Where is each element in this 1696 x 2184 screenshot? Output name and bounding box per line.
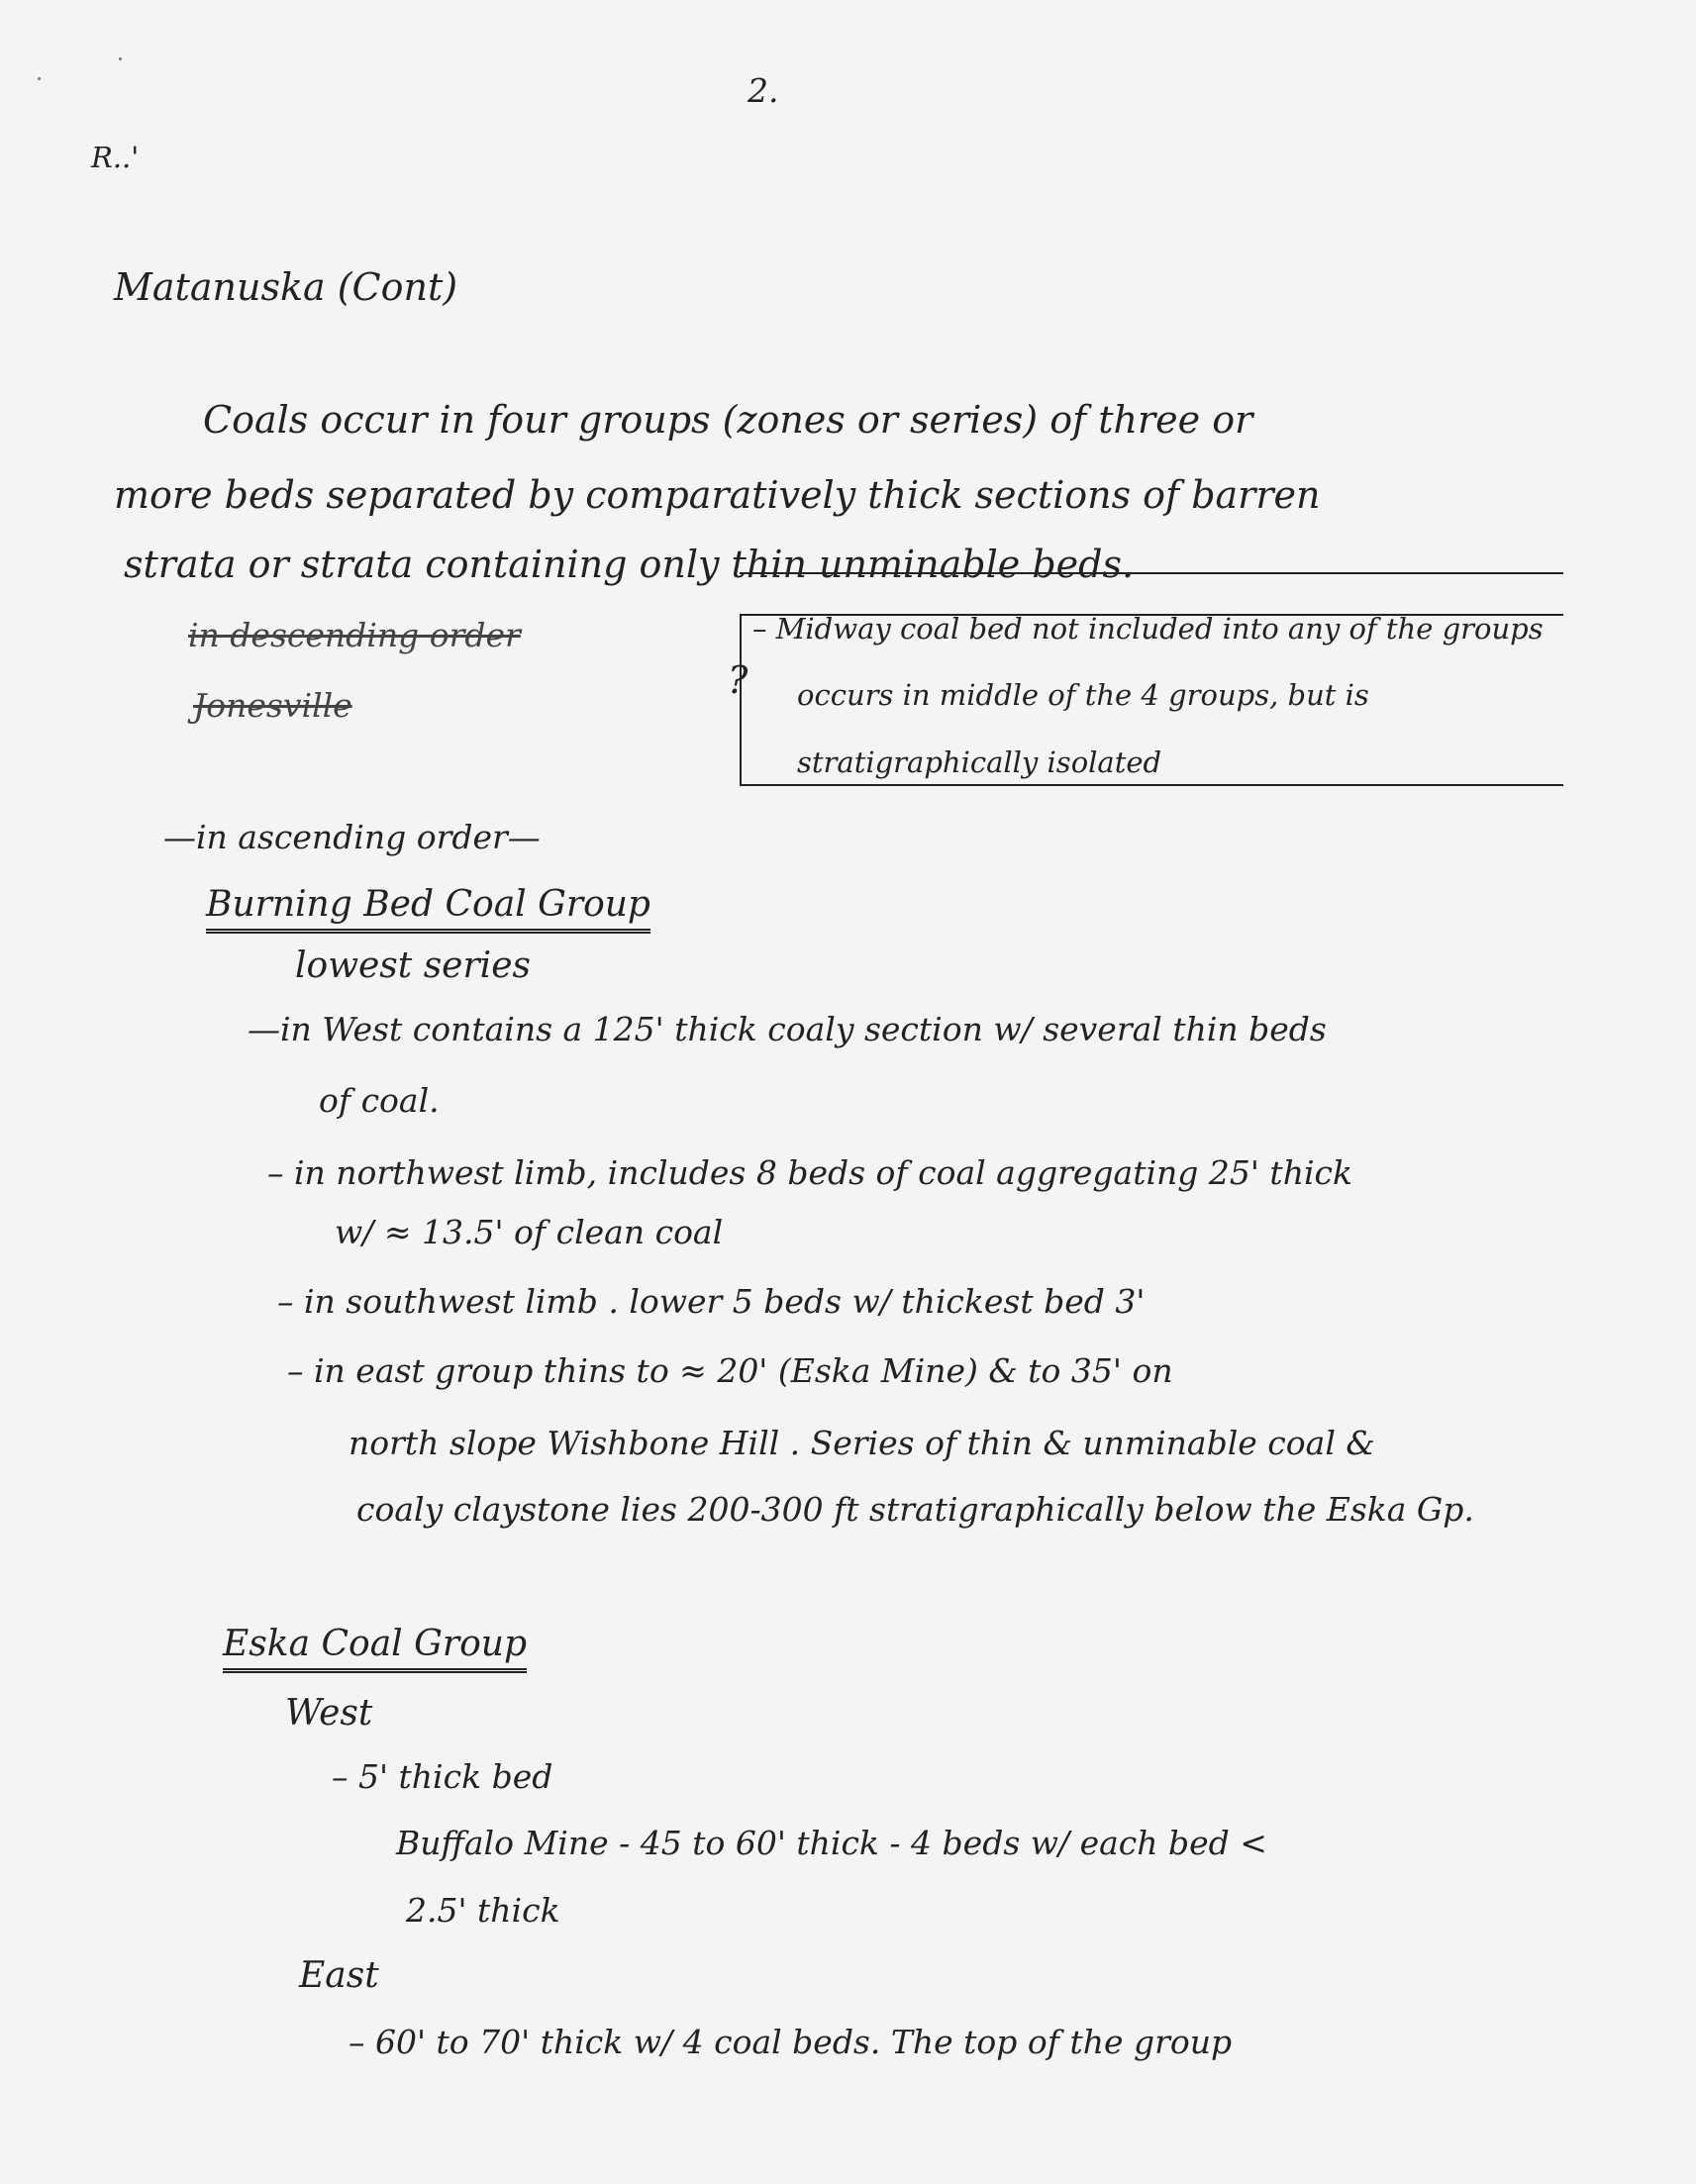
eska-heading: Eska Coal Group [223, 1624, 527, 1673]
burning-bed-heading: Burning Bed Coal Group [206, 884, 650, 934]
burning-line-7: north slope Wishbone Hill . Series of thin & unminable coal & [349, 1424, 1375, 1462]
eska-west-line-2: Buffalo Mine - 45 to 60' thick - 4 beds w/ each bed < [396, 1824, 1267, 1862]
burning-line-5: – in southwest limb . lower 5 beds w/ thickest bed 3' [277, 1282, 1146, 1321]
note-line-2: occurs in middle of the 4 groups, but is [797, 678, 1369, 712]
burning-line-4: w/ ≈ 13.5' of clean coal [335, 1213, 724, 1251]
struck-text-order: in descending order [188, 616, 521, 654]
corner-mark: R..' [91, 141, 140, 174]
eska-east-line-1: – 60' to 70' thick w/ 4 coal beds. The top of the group [349, 2023, 1233, 2061]
eska-west-line-3: 2.5' thick [406, 1891, 560, 1930]
note-box-top-line [740, 572, 1563, 574]
eska-west-line-1: – 5' thick bed [332, 1757, 553, 1796]
burning-bed-subheading: lowest series [295, 945, 531, 986]
burning-line-6: – in east group thins to ≈ 20' (Eska Mine) & to 35' on [287, 1351, 1173, 1390]
struck-text-jonesville: Jonesville [193, 686, 352, 725]
intro-line-3: strata or strata containing only thin unminable beds. [124, 543, 1135, 586]
order-label: —in ascending order— [163, 818, 541, 856]
intro-line-1: Coals occur in four groups (zones or series) of three or [203, 398, 1253, 442]
page-number: 2. [748, 71, 779, 110]
intro-line-2: more beds separated by comparatively thick sections of barren [114, 473, 1321, 517]
burning-line-2: of coal. [319, 1081, 440, 1120]
burning-line-1: —in West contains a 125' thick coaly section w/ several thin beds [248, 1010, 1327, 1048]
note-question-mark: ? [728, 658, 748, 702]
page-title: Matanuska (Cont) [114, 265, 458, 309]
scan-speck [119, 57, 122, 60]
burning-line-3: – in northwest limb, includes 8 beds of coal aggregating 25' thick [267, 1153, 1352, 1192]
note-line-1: – Midway coal bed not included into any of the groups [752, 612, 1544, 645]
eska-east-label: East [299, 1955, 379, 1996]
eska-west-label: West [285, 1693, 373, 1734]
scan-speck [38, 77, 41, 80]
note-line-3: stratigraphically isolated [797, 745, 1162, 779]
burning-line-8: coaly claystone lies 200-300 ft stratigraphically below the Eska Gp. [356, 1490, 1474, 1529]
